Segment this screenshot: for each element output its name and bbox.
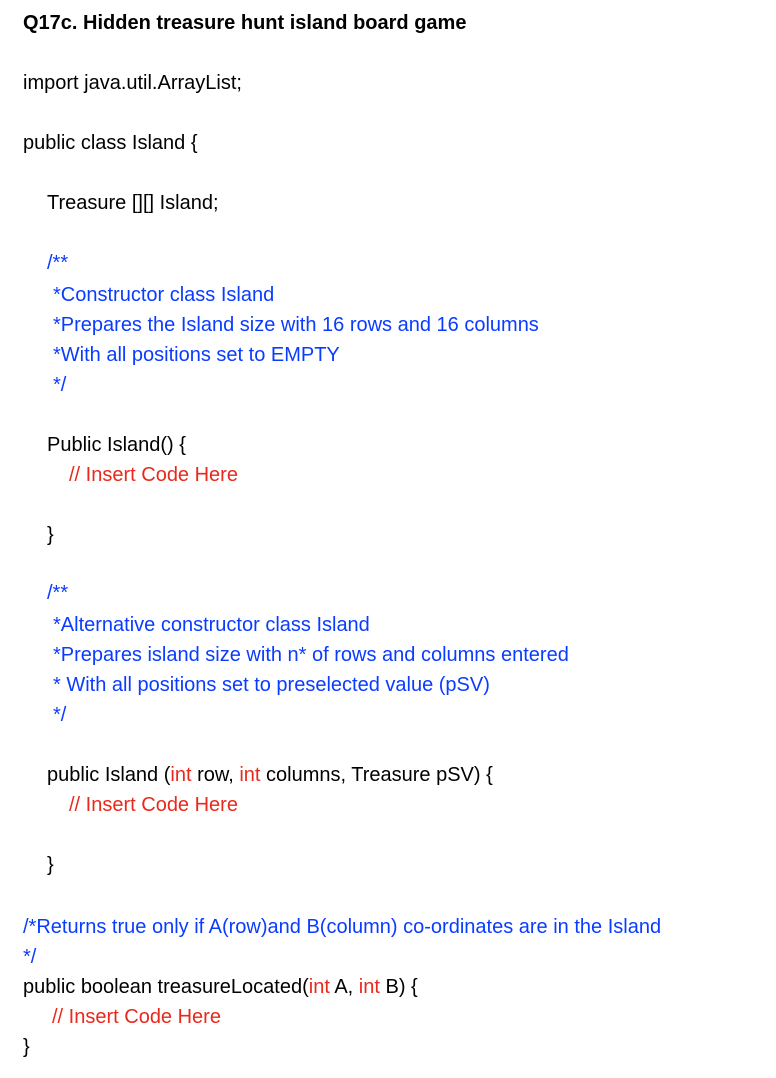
- int-keyword: int: [308, 976, 330, 998]
- constructor-signature: Public Island() {: [47, 434, 186, 456]
- comment-line: */: [53, 704, 67, 726]
- code-text: row,: [191, 764, 240, 786]
- comment-line: *Constructor class Island: [53, 284, 275, 306]
- int-keyword: int: [358, 976, 380, 998]
- comment-line: /**: [47, 582, 69, 604]
- comment-line: *With all positions set to EMPTY: [53, 344, 340, 366]
- closing-brace: }: [23, 1036, 30, 1058]
- comment-line: */: [23, 946, 37, 968]
- code-text: columns, Treasure pSV) {: [260, 764, 493, 786]
- code-text: A,: [329, 976, 359, 998]
- insert-code-placeholder: // Insert Code Here: [69, 464, 238, 486]
- comment-line: *Prepares the Island size with 16 rows and 16 columns: [53, 314, 539, 336]
- method-signature: [23, 975, 418, 999]
- comment-line: *Prepares island size with n* of rows and columns entered: [53, 644, 569, 666]
- class-declaration: public class Island {: [23, 132, 198, 154]
- int-keyword: int: [170, 764, 192, 786]
- question-title: Q17c. Hidden treasure hunt island board game: [23, 12, 467, 34]
- closing-brace: }: [47, 524, 54, 546]
- constructor-signature: [47, 763, 493, 787]
- int-keyword: int: [239, 764, 261, 786]
- code-text: public boolean treasureLocated(: [23, 976, 309, 998]
- comment-line: * With all positions set to preselected value (pSV): [53, 674, 490, 696]
- comment-line: /*Returns true only if A(row)and B(column) co-ordinates are in the Island: [23, 916, 662, 938]
- code-text: B) {: [379, 976, 418, 998]
- comment-line: *Alternative constructor class Island: [53, 614, 370, 636]
- code-text: public Island (: [47, 764, 171, 786]
- closing-brace: }: [47, 854, 54, 876]
- comment-line: /**: [47, 252, 69, 274]
- comment-line: */: [53, 374, 67, 396]
- import-statement: import java.util.ArrayList;: [23, 72, 242, 94]
- insert-code-placeholder: // Insert Code Here: [69, 794, 238, 816]
- insert-code-placeholder: // Insert Code Here: [52, 1006, 221, 1028]
- field-declaration: Treasure [][] Island;: [47, 192, 219, 214]
